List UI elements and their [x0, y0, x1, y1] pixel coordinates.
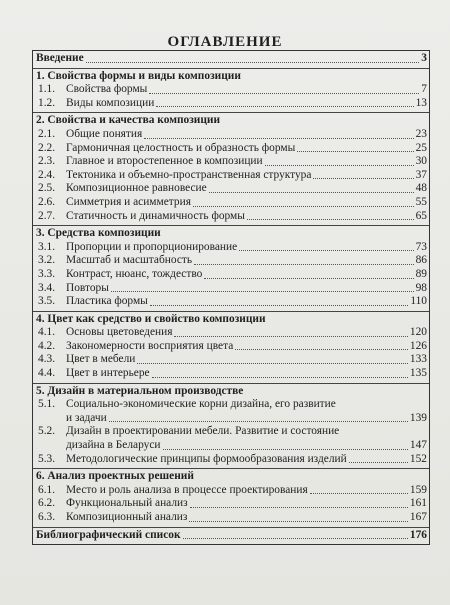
toc-entry-title: Виды композиции [66, 96, 155, 109]
toc-entry-number: 3.2. [38, 254, 56, 267]
toc-entry-title: Пропорции и пропорционирование [66, 240, 238, 253]
toc-bibliography-row[interactable] [33, 529, 429, 543]
toc-entry[interactable] [33, 268, 429, 282]
dot-leader [313, 178, 413, 179]
toc-entry-number: 4.3. [38, 353, 56, 366]
toc-entry[interactable] [33, 398, 429, 412]
toc-entry[interactable] [33, 511, 429, 525]
dot-leader [239, 250, 413, 251]
toc-entry-title: Методологические принципы формообразования изделий [66, 452, 347, 465]
dot-leader [174, 336, 407, 337]
toc-section-heading: 6. Анализ проектных решений [36, 470, 194, 483]
dot-leader [193, 206, 414, 207]
toc-entry-title: Социально-экономические корни дизайна, его развитие [66, 398, 336, 411]
dot-leader [349, 462, 408, 463]
toc-entry-number: 2.3. [38, 155, 56, 168]
toc-intro-row[interactable] [33, 52, 429, 66]
toc-entry-title: Повторы [66, 281, 109, 294]
dot-leader [235, 349, 408, 350]
toc-entry-title: Пластика формы [66, 295, 148, 308]
toc-entry[interactable] [33, 367, 429, 381]
toc-entry-title: Главное и второстепенное в композиции [66, 155, 263, 168]
toc-entry-title: Тектоника и объемно-пространственная структура [66, 168, 312, 181]
toc-entry[interactable] [33, 182, 429, 196]
toc-entry[interactable] [33, 155, 429, 169]
toc-entry-page: 159 [409, 483, 427, 496]
dot-leader [150, 305, 409, 306]
toc-entry-title: Композиционный анализ [66, 511, 188, 523]
toc-entry[interactable] [33, 453, 429, 467]
toc-entry-page: 25 [415, 141, 427, 154]
toc-entry-number: 5.3. [38, 452, 56, 465]
toc-entry-page: 7 [421, 83, 427, 96]
toc-entry-title-cont: дизайна в Беларуси [66, 439, 161, 452]
toc-entry-page: 86 [415, 254, 427, 267]
toc-entry-number: 2.4. [38, 168, 56, 181]
toc-entry-number: 2.2. [38, 141, 56, 154]
toc-entry-number: 2.6. [38, 195, 56, 208]
toc-table [32, 50, 430, 545]
dot-leader [247, 219, 414, 220]
toc-entry-number: 3.4. [38, 281, 56, 294]
toc-section [33, 468, 429, 526]
dot-leader [152, 377, 408, 378]
toc-entry-continuation[interactable] [33, 439, 429, 453]
dot-leader [204, 278, 413, 279]
dot-leader [183, 538, 408, 539]
toc-entry[interactable] [33, 353, 429, 367]
dot-leader [137, 363, 408, 364]
dot-leader [149, 93, 419, 94]
toc-entry-number: 4.2. [38, 339, 56, 352]
toc-entry[interactable] [33, 128, 429, 142]
toc-section [33, 383, 429, 469]
toc-entry-page: 98 [415, 281, 427, 294]
toc-entry-number: 3.1. [38, 240, 56, 253]
toc-entry-title: Свойства формы [66, 83, 148, 96]
toc-entry-title: Композиционное равновесие [66, 182, 207, 195]
toc-section-heading: 2. Свойства и качества композиции [36, 114, 221, 127]
toc-bibliography-section [33, 527, 429, 545]
toc-entry-number: 3.3. [38, 267, 56, 280]
dot-leader [310, 493, 408, 494]
toc-entry-title: Цвет в мебели [66, 353, 136, 366]
toc-entry-page: 13 [415, 96, 427, 109]
toc-entry-page: 89 [415, 267, 427, 280]
toc-entry-title-cont: и задачи [66, 411, 107, 424]
toc-entry-number: 4.1. [38, 326, 56, 339]
toc-section-heading: 1. Свойства формы и виды композиции [36, 69, 241, 82]
toc-entry-page: 73 [415, 240, 427, 253]
page-title: ОГЛАВЛЕНИЕ [167, 34, 283, 50]
toc-intro-section [33, 51, 429, 68]
toc-bibliography-label: Библиографический список [36, 528, 181, 541]
toc-entry-title: Масштаб и масштабность [66, 254, 193, 267]
toc-entry-page: 161 [409, 497, 427, 510]
toc-section [33, 225, 429, 311]
toc-section [33, 311, 429, 383]
dot-leader [144, 138, 413, 139]
dot-leader [86, 62, 420, 63]
toc-intro-page: 3 [421, 52, 427, 64]
toc-bibliography-page: 176 [409, 528, 427, 541]
toc-entry-page: 48 [415, 182, 427, 195]
toc-entry-title: Цвет в интерьере [66, 367, 150, 380]
toc-entry-page: 139 [409, 411, 427, 424]
toc-entry-page: 55 [415, 195, 427, 208]
toc-entry-number: 2.7. [38, 209, 56, 222]
dot-leader [209, 192, 414, 193]
toc-entry[interactable] [33, 484, 429, 498]
toc-entry-page: 147 [409, 439, 427, 452]
toc-entry-page: 30 [415, 155, 427, 168]
toc-entry[interactable] [33, 295, 429, 309]
dot-leader [190, 507, 408, 508]
toc-entry-page: 23 [415, 127, 427, 140]
toc-entry-number: 4.4. [38, 367, 56, 380]
toc-section-heading: 5. Дизайн в материальном производстве [36, 384, 244, 397]
toc-entry-title: Место и роль анализа в процессе проектирования [66, 483, 308, 496]
toc-entry[interactable] [33, 241, 429, 255]
toc-entry[interactable] [33, 340, 429, 354]
toc-entry[interactable] [33, 425, 429, 439]
toc-section [33, 112, 429, 225]
toc-entry-title: Общие понятия [66, 127, 143, 140]
toc-entry-title: Дизайн в проектировании мебели. Развитие и состояние [66, 425, 340, 438]
toc-entry-title: Симметрия и асимметрия [66, 195, 191, 208]
toc-entry-title: Функциональный анализ [66, 497, 188, 510]
toc-entry[interactable] [33, 210, 429, 224]
toc-entry-page: 37 [415, 168, 427, 181]
toc-entry-page: 167 [409, 511, 427, 523]
toc-entry-page: 135 [409, 367, 427, 380]
toc-entry-page: 152 [409, 452, 427, 465]
toc-entry[interactable] [33, 83, 429, 97]
toc-intro-label: Введение [36, 52, 84, 64]
toc-entry-page: 65 [415, 209, 427, 222]
toc-section [33, 68, 429, 113]
toc-entry[interactable] [33, 142, 429, 156]
toc-entry[interactable] [33, 97, 429, 111]
dot-leader [156, 106, 413, 107]
dot-leader [189, 521, 408, 522]
toc-entry-title: Контраст, нюанс, тождество [66, 267, 203, 280]
toc-entry-title: Закономерности восприятия цвета [66, 339, 234, 352]
toc-entry[interactable] [33, 254, 429, 268]
toc-entry-number: 3.5. [38, 295, 56, 308]
toc-entry[interactable] [33, 169, 429, 183]
dot-leader [163, 449, 408, 450]
toc-entry-title: Гармоничная целостность и образность формы [66, 141, 296, 154]
toc-entry-number: 1.2. [38, 96, 56, 109]
toc-entry-continuation[interactable] [33, 412, 429, 426]
toc-entry[interactable] [33, 497, 429, 511]
dot-leader [109, 421, 408, 422]
toc-entry-title: Статичность и динамичность формы [66, 209, 245, 222]
dot-leader [265, 165, 414, 166]
toc-entry-number: 1.1. [38, 83, 56, 96]
toc-entry-page: 126 [409, 339, 427, 352]
dot-leader [297, 151, 413, 152]
toc-entry-number: 6.2. [38, 497, 56, 510]
toc-entry-title: Основы цветоведения [66, 326, 173, 339]
dot-leader [194, 264, 414, 265]
toc-entry-number: 6.1. [38, 483, 56, 496]
toc-entry-number: 6.3. [38, 511, 56, 523]
toc-entry[interactable] [33, 196, 429, 210]
toc-section-heading: 3. Средства композиции [36, 227, 161, 240]
toc-section-heading: 4. Цвет как средство и свойство композиции [36, 312, 266, 325]
toc-entry-number: 5.2. [38, 425, 56, 438]
dot-leader [111, 291, 414, 292]
toc-entry[interactable] [33, 326, 429, 340]
toc-entry-number: 5.1. [38, 398, 56, 411]
toc-entry-number: 2.1. [38, 127, 56, 140]
toc-entry-page: 120 [409, 326, 427, 339]
toc-entry-page: 110 [410, 295, 427, 308]
toc-entry[interactable] [33, 282, 429, 296]
toc-entry-number: 2.5. [38, 182, 56, 195]
toc-entry-page: 133 [409, 353, 427, 366]
